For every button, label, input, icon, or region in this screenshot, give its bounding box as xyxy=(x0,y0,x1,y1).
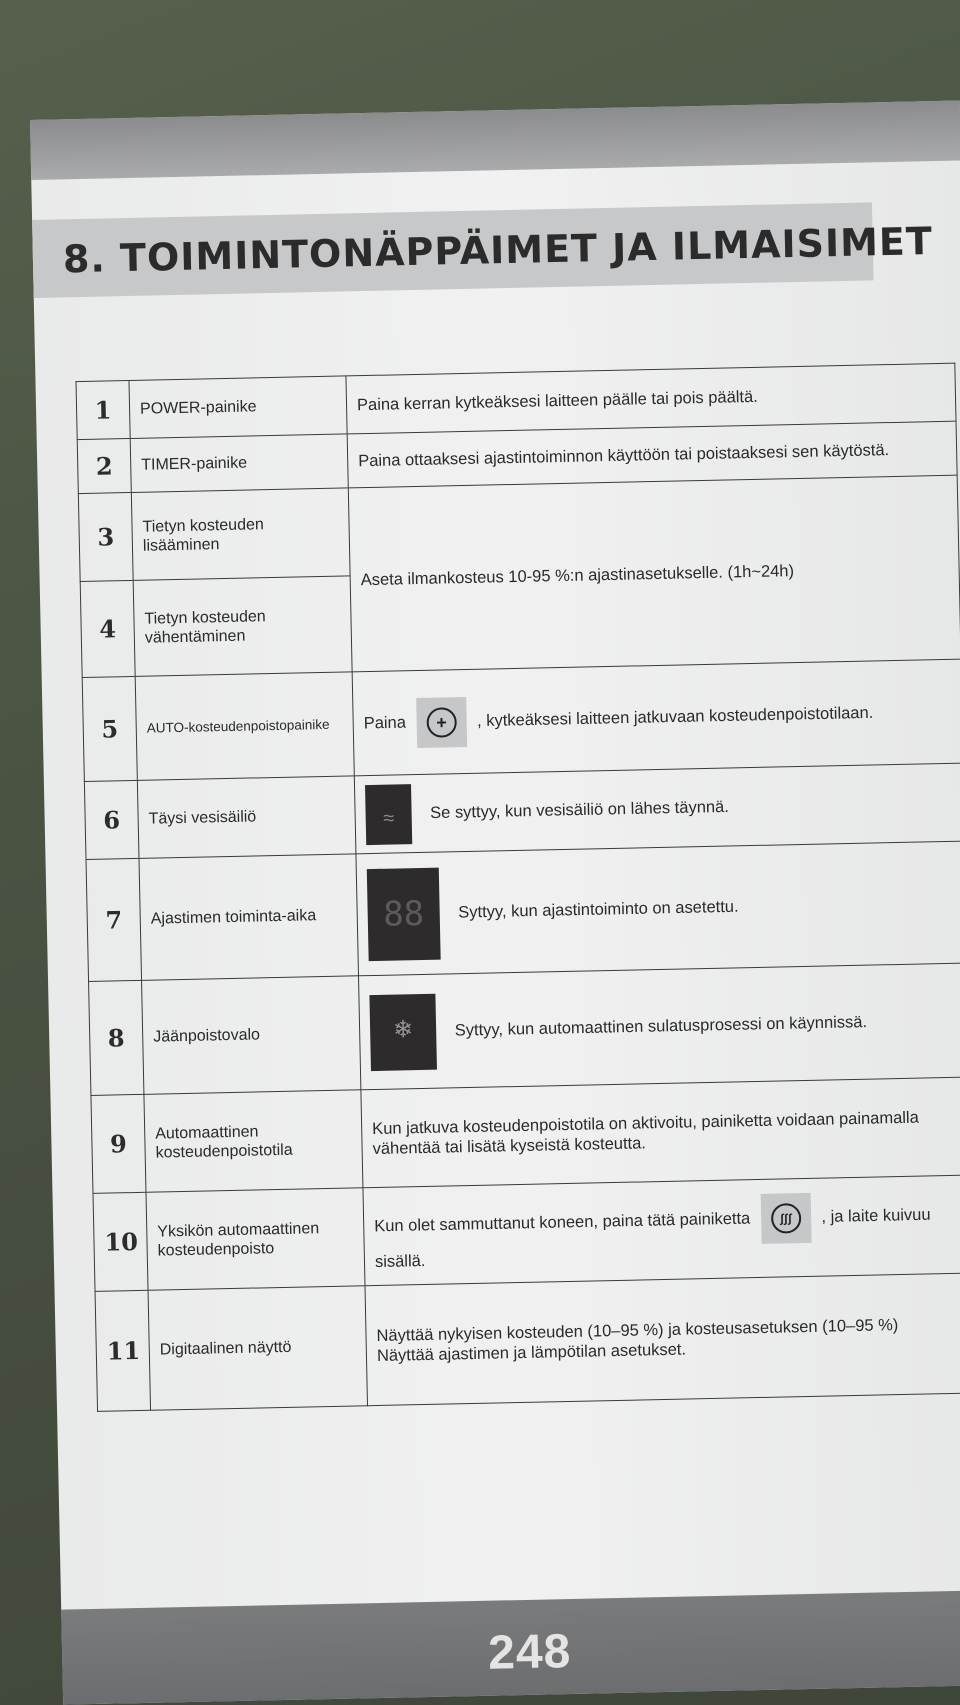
full-tank-indicator-icon: ≈ xyxy=(365,784,412,845)
timer-display-icon: 88 xyxy=(367,867,441,960)
row-number: 9 xyxy=(91,1094,146,1193)
row-number: 5 xyxy=(82,676,137,781)
row-name: AUTO-kosteudenpoistopainike xyxy=(135,672,354,781)
self-dry-icon: ʃʃʃ xyxy=(760,1192,811,1243)
desc-line-1: Näyttää nykyisen kosteuden (10–95 %) ja kosteusasetuksen (10–95 %) xyxy=(376,1315,899,1345)
row-description xyxy=(356,841,960,976)
row-number: 2 xyxy=(77,438,131,493)
row-name: Yksikön automaattinen kosteudenpoisto xyxy=(146,1188,365,1291)
row-name: Täysi vesisäiliö xyxy=(137,776,356,859)
row-description-text: Se syttyy, kun vesisäiliö on lähes täynnä. xyxy=(429,797,729,822)
row-name: Ajastimen toiminta-aika xyxy=(139,854,359,981)
row-description xyxy=(352,659,960,776)
table-row xyxy=(82,659,960,781)
row-description xyxy=(358,963,960,1090)
defrost-indicator-icon: ❄ xyxy=(369,993,437,1070)
desc-line-1: Kun jatkuva kosteudenpoistotila on aktivoitu, painiketta voidaan painamalla xyxy=(372,1108,919,1138)
manual-page xyxy=(30,101,960,1705)
table-row xyxy=(91,1077,960,1193)
table-row xyxy=(78,475,959,581)
row-name: Automaattinen kosteudenpoistotila xyxy=(144,1090,363,1193)
row-description xyxy=(354,763,960,854)
row-number: 4 xyxy=(80,580,135,677)
desc-before-icon: Paina xyxy=(363,713,407,733)
row-name: Digitaalinen näyttö xyxy=(148,1286,367,1411)
row-number: 11 xyxy=(95,1290,151,1411)
table-row xyxy=(93,1175,960,1291)
row-name: Jäänpoistovalo xyxy=(142,976,361,1095)
row-number: 3 xyxy=(78,492,133,581)
row-description xyxy=(365,1273,960,1406)
row-description: Paina kerran kytkeäksesi laitteen päälle tai pois päältä. xyxy=(346,363,956,434)
row-description: Aseta ilmankosteus 10-95 %:n ajastinasetukselle. (1h~24h) xyxy=(348,475,960,672)
page-title: 8. TOIMINTONÄPPÄIMET JA ILMAISIMET xyxy=(62,219,934,282)
row-number: 8 xyxy=(89,980,144,1095)
row-name: Tietyn kosteuden lisääminen xyxy=(131,488,350,581)
desc-line-2: sisällä. xyxy=(374,1251,426,1271)
desc-line-2: vähentää tai lisätä kyseistä kosteutta. xyxy=(372,1133,647,1158)
row-number: 1 xyxy=(76,380,130,439)
desc-line-1: Kun olet sammuttanut koneen, paina tätä painiketta xyxy=(374,1209,751,1235)
desc-after-icon: , ja laite kuivuu xyxy=(821,1205,931,1226)
row-name: TIMER-painike xyxy=(130,434,348,493)
desc-line-2: Näyttää ajastimen ja lämpötilan asetukset. xyxy=(376,1340,687,1365)
row-number: 7 xyxy=(86,858,142,981)
table-row xyxy=(89,963,960,1095)
auto-dehumidify-icon: + xyxy=(416,696,467,747)
row-name: Tietyn kosteuden vähentäminen xyxy=(133,576,352,677)
desc-after-icon: , kytkeäksesi laitteen jatkuvaan kosteudenpoistotilaan. xyxy=(476,703,874,730)
table-row xyxy=(86,841,960,981)
row-description: Paina ottaaksesi ajastintoiminnon käyttöön tai poistaaksesi sen käytöstä. xyxy=(347,421,957,488)
page-number: 248 xyxy=(487,1625,572,1680)
row-number: 10 xyxy=(93,1192,148,1291)
row-description-text: Syttyy, kun ajastintoiminto on asetettu. xyxy=(458,897,739,922)
row-description-text: Syttyy, kun automaattinen sulatusprosessi on käynnissä. xyxy=(454,1012,868,1040)
table-row xyxy=(95,1273,960,1411)
controls-table xyxy=(75,363,960,1412)
row-description xyxy=(363,1175,960,1286)
row-number: 6 xyxy=(84,780,139,859)
row-description xyxy=(361,1077,960,1188)
row-name: POWER-painike xyxy=(129,376,347,439)
